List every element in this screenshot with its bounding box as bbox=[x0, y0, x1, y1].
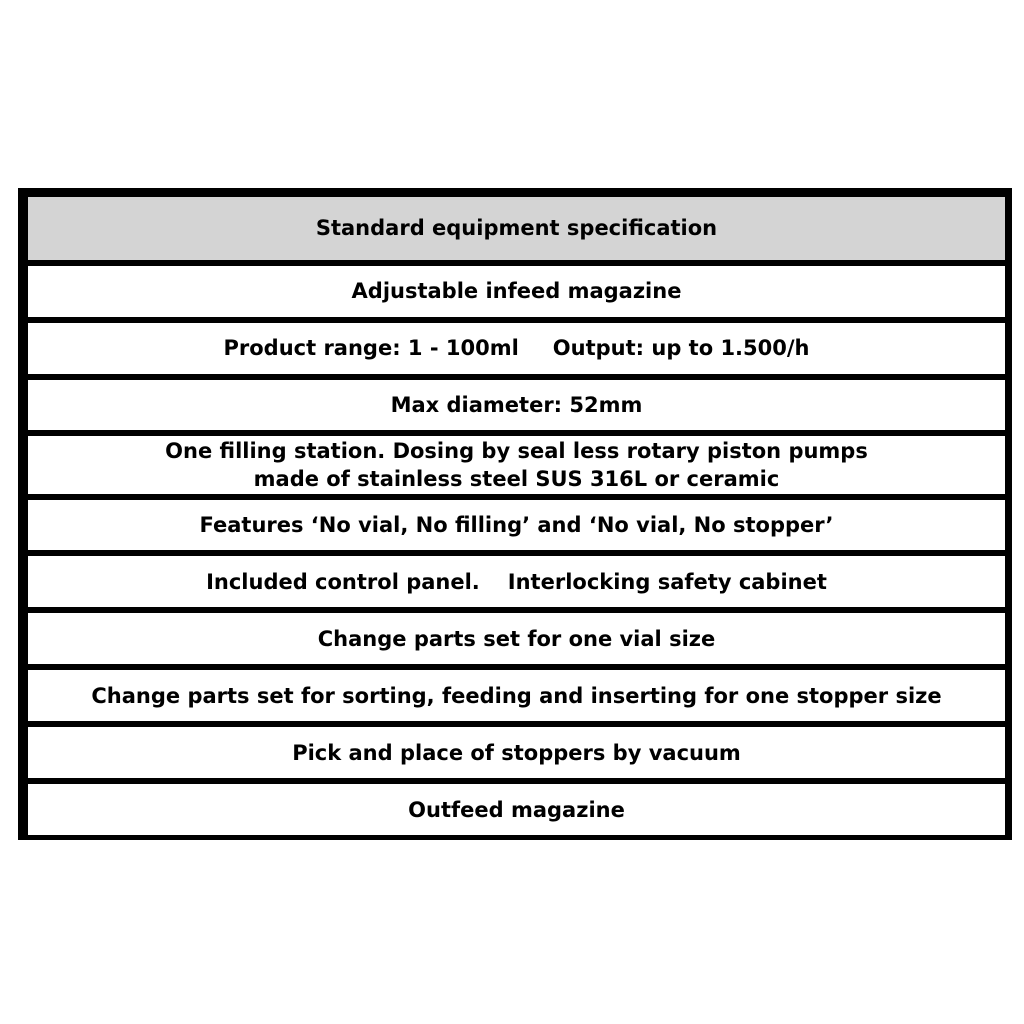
spec-row-text: Outfeed magazine bbox=[408, 797, 625, 822]
spec-row-change-parts-stopper bbox=[28, 670, 1005, 721]
spec-table-title: Standard equipment specification bbox=[315, 216, 718, 241]
spec-row-change-parts-vial bbox=[28, 613, 1005, 664]
spec-row-text: Included control panel. bbox=[206, 569, 480, 594]
spec-row-text: Change parts set for sorting, feeding and inserting for one stopper size bbox=[91, 683, 942, 708]
spec-row-outfeed bbox=[28, 784, 1005, 835]
spec-row-text: Adjustable infeed magazine bbox=[351, 279, 682, 304]
spec-row-text: One filling station. Dosing by seal less rotary piston pumps bbox=[165, 438, 868, 463]
spec-row-text: Product range: 1 - 100ml bbox=[223, 336, 519, 361]
spec-row-control-panel bbox=[28, 556, 1005, 607]
spec-table-header bbox=[28, 197, 1005, 260]
spec-row-text: Pick and place of stoppers by vacuum bbox=[292, 740, 741, 765]
spec-row-text: Max diameter: 52mm bbox=[390, 392, 643, 417]
spec-row-text: made of stainless steel SUS 316L or ceramic bbox=[253, 466, 780, 491]
spec-row-features bbox=[28, 500, 1005, 551]
spec-table bbox=[18, 188, 1012, 840]
spec-row-text: Features ‘No vial, No filling’ and ‘No vial, No stopper’ bbox=[199, 512, 834, 537]
spec-row-pick-place bbox=[28, 727, 1005, 778]
spec-row-filling bbox=[28, 436, 1005, 494]
spec-row-infeed bbox=[28, 266, 1005, 317]
spec-row-text: Output: up to 1.500/h bbox=[552, 336, 810, 361]
spec-row-text: Change parts set for one vial size bbox=[317, 626, 716, 651]
spec-row-max-diameter bbox=[28, 380, 1005, 430]
spec-row-text: Interlocking safety cabinet bbox=[507, 569, 827, 594]
spec-row-product-range bbox=[28, 323, 1005, 374]
